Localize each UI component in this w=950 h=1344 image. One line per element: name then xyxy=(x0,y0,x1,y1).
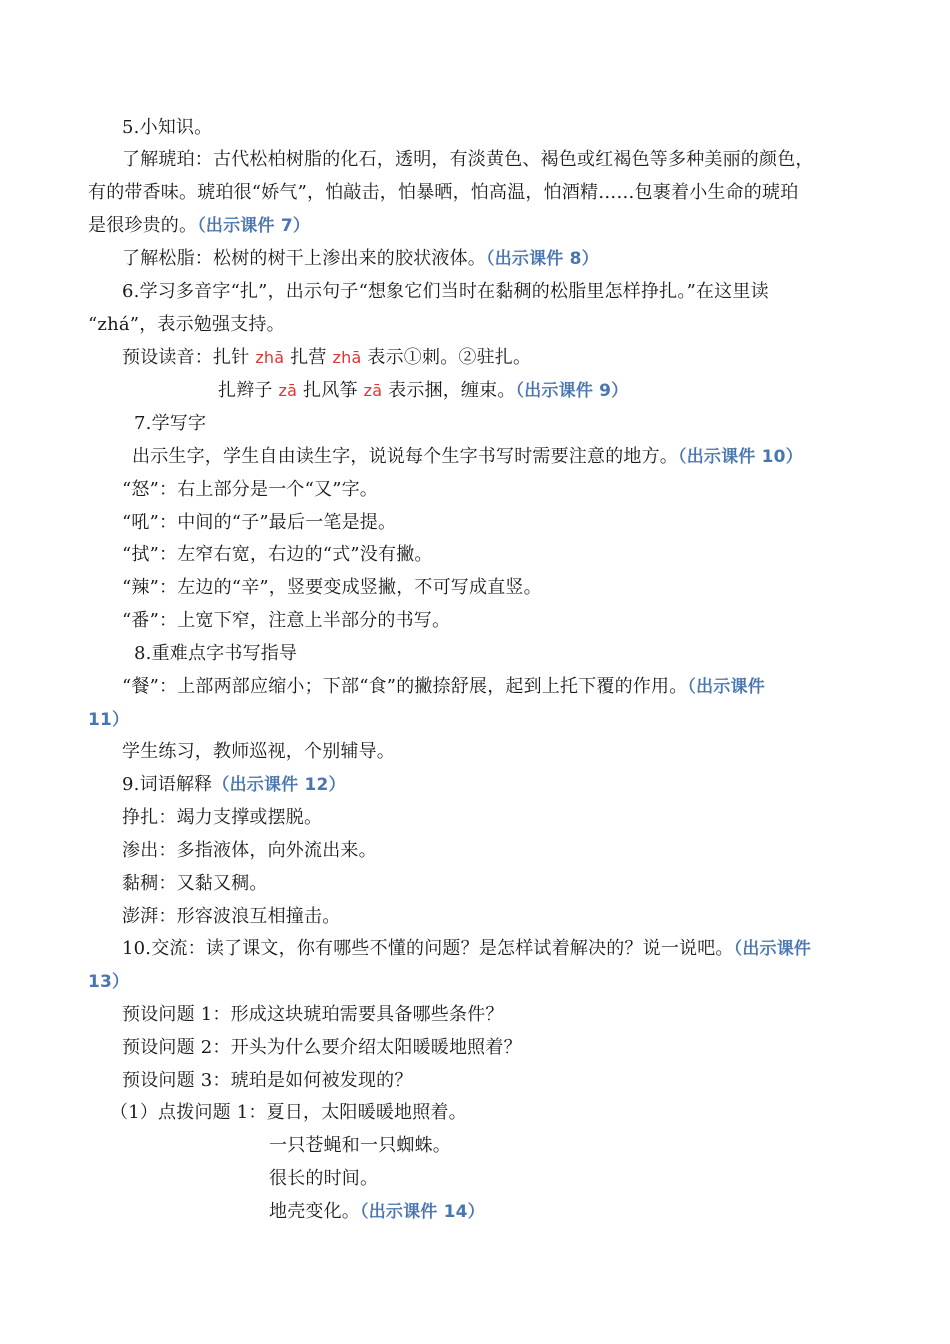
term-nianchou xyxy=(122,872,268,896)
text: 预设问题 1：形成这块琥珀需要具备哪些条件？ xyxy=(122,1004,504,1025)
text: 表示捆，缠束。 xyxy=(382,380,516,401)
courseware-link-13[interactable]: （出示课件 xyxy=(733,939,812,959)
char-note-la xyxy=(122,576,542,600)
text: 7.学写字 xyxy=(134,413,207,434)
hint-1 xyxy=(110,1101,467,1125)
pinyin: zā xyxy=(363,381,383,400)
paragraph-amber-1 xyxy=(122,148,814,172)
text: 渗出：多指液体，向外流出来。 xyxy=(122,840,377,861)
text: “辣”：左边的“辛”，竖要变成竖撇，不可写成直竖。 xyxy=(122,577,542,598)
pinyin: zā xyxy=(278,381,298,400)
text: 预设读音：扎针 xyxy=(122,347,256,368)
paragraph-resin xyxy=(122,247,599,271)
paragraph-amber-2 xyxy=(88,181,798,205)
heading-7 xyxy=(134,412,206,436)
char-note-shi xyxy=(122,543,433,567)
char-note-fan xyxy=(122,609,450,633)
text: “番”：上宽下窄，注意上半部分的书写。 xyxy=(122,610,451,631)
question-1 xyxy=(122,1003,504,1027)
text: 地壳变化。 xyxy=(269,1201,360,1222)
text: 黏稠：又黏又稠。 xyxy=(122,873,268,894)
heading-8 xyxy=(134,642,297,666)
courseware-link-8[interactable]: （出示课件 8） xyxy=(486,249,599,269)
hint-1-line-2 xyxy=(269,1134,451,1158)
courseware-link-11-cont[interactable]: 11） xyxy=(88,710,130,730)
text: “拭”：左窄右宽，右边的“式”没有撇。 xyxy=(122,544,433,565)
text: 学生练习，教师巡视，个别辅导。 xyxy=(122,741,395,762)
text: 预设问题 3：琥珀是如何被发现的？ xyxy=(122,1070,413,1091)
text: 了解松脂：松树的树干上渗出来的胶状液体。 xyxy=(122,248,486,269)
text: 出示生字，学生自由读生字，说说每个生字书写时需要注意的地方。 xyxy=(132,446,678,467)
text: 扎风筝 xyxy=(297,380,364,401)
text: 9.词语解释 xyxy=(122,774,213,795)
paragraph-practice xyxy=(122,740,395,764)
courseware-link-12[interactable]: （出示课件 12） xyxy=(212,775,346,795)
pinyin: zhā xyxy=(255,348,285,367)
text: “怒”：右上部分是一个“又”字。 xyxy=(122,479,379,500)
heading-10-cont xyxy=(88,970,129,994)
text: 5.小知识。 xyxy=(122,117,213,138)
text: 8.重难点字书写指导 xyxy=(134,643,298,664)
paragraph-7 xyxy=(132,445,803,469)
char-note-hou xyxy=(122,511,396,535)
text: 预设问题 2：开头为什么要介绍太阳暖暖地照着？ xyxy=(122,1037,522,1058)
text: 一只苍蝇和一只蜘蛛。 xyxy=(269,1135,451,1156)
text: 表示①刺。②驻扎。 xyxy=(361,347,532,368)
char-note-nu xyxy=(122,478,378,502)
term-shenchu xyxy=(122,839,377,863)
text: “zhá”，表示勉强支持。 xyxy=(88,314,285,335)
text: 是很珍贵的。 xyxy=(88,215,198,236)
text: （1）点拨问题 1：夏日，太阳暖暖地照着。 xyxy=(110,1102,467,1123)
pinyin: zhā xyxy=(332,348,362,367)
text: 挣扎：竭力支撑或摆脱。 xyxy=(122,807,323,828)
term-pengpai xyxy=(122,905,340,929)
courseware-link-13-cont[interactable]: 13） xyxy=(88,972,130,992)
char-note-can xyxy=(122,675,765,699)
char-note-can-cont xyxy=(88,708,129,732)
text: 扎营 xyxy=(284,347,333,368)
heading-6 xyxy=(122,280,769,304)
text: 10.交流：读了课文，你有哪些不懂的问题？是怎样试着解决的？说一说吧。 xyxy=(122,938,734,959)
text: “吼”：中间的“子”最后一笔是提。 xyxy=(122,512,397,533)
courseware-link-14[interactable]: （出示课件 14） xyxy=(360,1202,485,1222)
heading-9 xyxy=(122,773,346,797)
question-2 xyxy=(122,1036,522,1060)
reading-line-2 xyxy=(218,379,628,403)
text: 扎辫子 xyxy=(218,380,279,401)
paragraph-6-cont xyxy=(88,313,285,337)
text: 很长的时间。 xyxy=(269,1168,379,1189)
text: “餐”：上部两部应缩小；下部“食”的撇捺舒展，起到上托下覆的作用。 xyxy=(122,676,688,697)
question-3 xyxy=(122,1069,413,1093)
courseware-link-10[interactable]: （出示课件 10） xyxy=(678,447,803,467)
courseware-link-11[interactable]: （出示课件 xyxy=(687,677,765,697)
hint-1-line-3 xyxy=(269,1167,378,1191)
hint-1-line-4 xyxy=(269,1200,485,1224)
courseware-link-9[interactable]: （出示课件 9） xyxy=(515,381,629,401)
heading-10 xyxy=(122,937,811,961)
text: 了解琥珀：古代松柏树脂的化石，透明，有淡黄色、褐色或红褐色等多种美丽的颜色， xyxy=(122,149,814,170)
heading-5 xyxy=(122,116,212,140)
text: 有的带香味。琥珀很“娇气”，怕敲击，怕暴晒，怕高温，怕酒精……包裹着小生命的琥珀 xyxy=(88,182,799,203)
reading-line-1 xyxy=(122,346,531,370)
paragraph-amber-3 xyxy=(88,214,310,238)
text: 澎湃：形容波浪互相撞击。 xyxy=(122,906,341,927)
text: 6.学习多音字“扎”，出示句子“想象它们当时在黏稠的松脂里怎样挣扎。”在这里读 xyxy=(122,281,769,302)
term-zhengzha xyxy=(122,806,322,830)
courseware-link-7[interactable]: （出示课件 7） xyxy=(197,216,311,236)
